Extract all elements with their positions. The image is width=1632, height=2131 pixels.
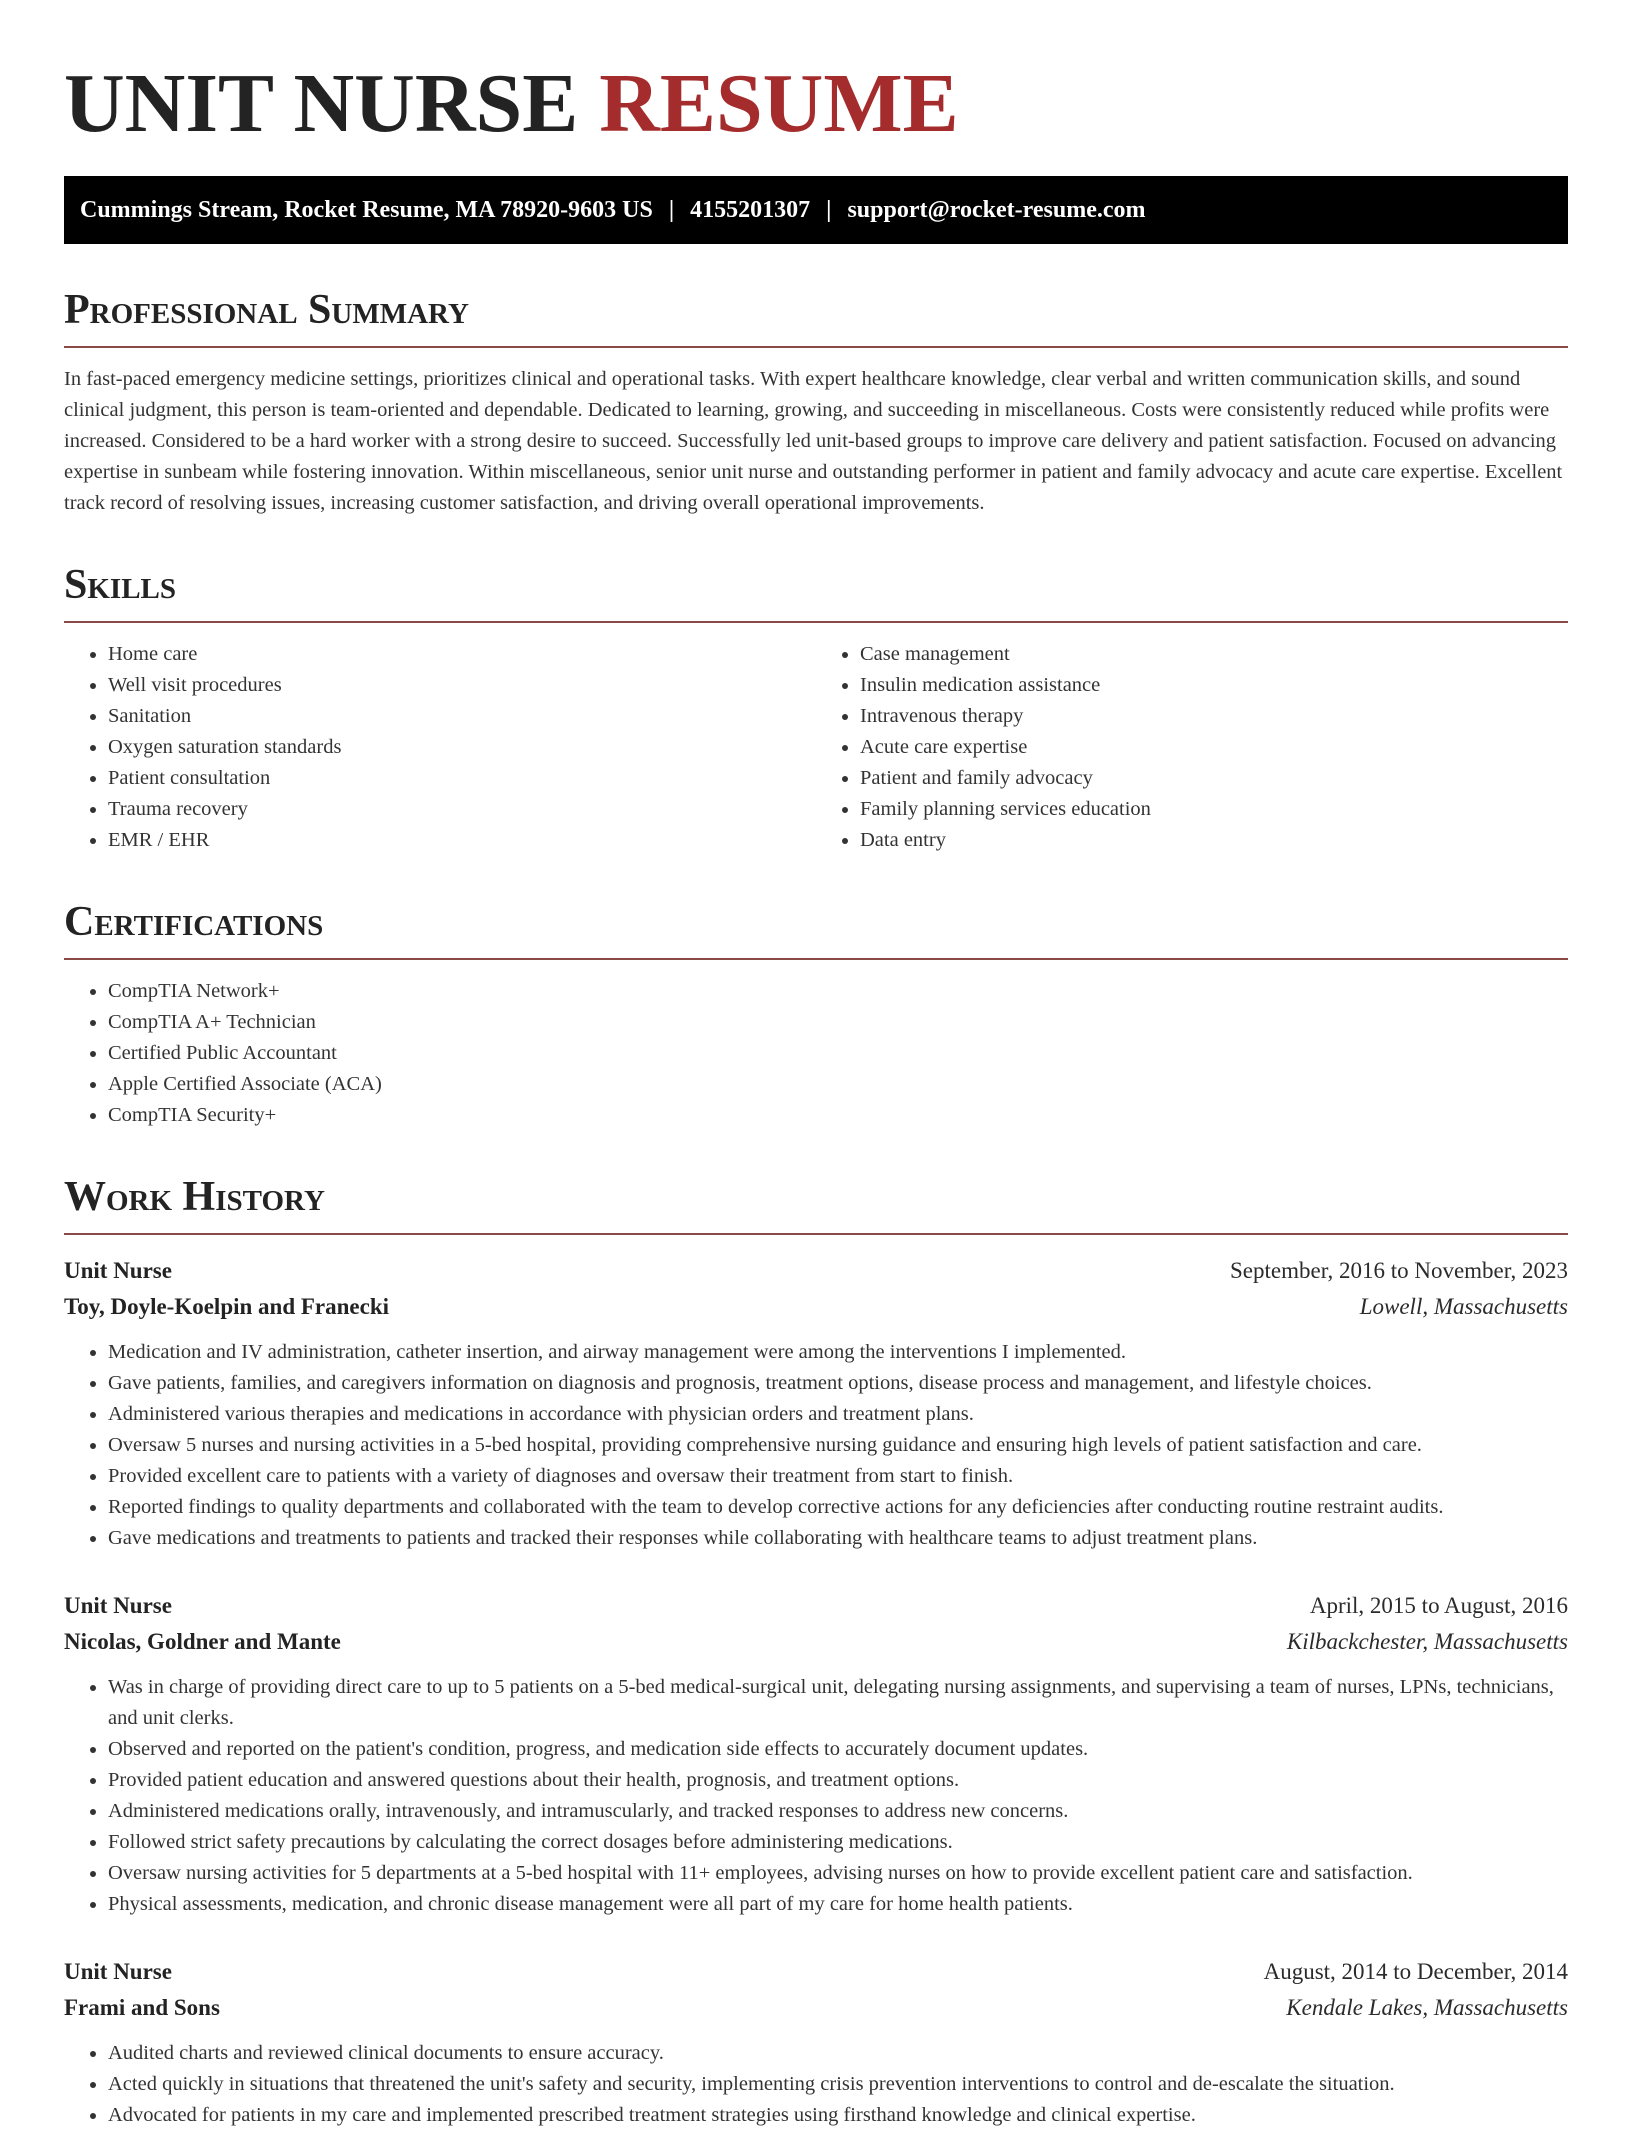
job-bullet: • Gave medications and treatments to patients and tracked their responses while collaborating with healthcare teams to adjust treatment plans. xyxy=(108,1523,1568,1554)
job-bullet: • Was in charge of providing direct care to up to 5 patients on a 5-bed medical-surgical unit, delegating nursing assignments, and supervising a team of nurses, LPNs, technicians, and unit clerks. xyxy=(108,1672,1568,1734)
certification-item: • CompTIA A+ Technician xyxy=(108,1007,1568,1038)
skill-item: • Home care xyxy=(108,639,816,670)
job-company: Toy, Doyle-Koelpin and Franecki xyxy=(64,1294,390,1319)
skill-item: • Trauma recovery xyxy=(108,794,816,825)
job-employer-row xyxy=(64,1624,1568,1660)
job-dates: September, 2016 to November, 2023 xyxy=(1230,1258,1568,1283)
job-bullet: • Observed and reported on the patient's condition, progress, and medication side effects to accurately document updates. xyxy=(108,1734,1568,1765)
job-bullet: • Followed strict safety precautions by calculating the correct dosages before administering medications. xyxy=(108,1827,1568,1858)
skill-item: • Intravenous therapy xyxy=(860,701,1568,732)
job-dates: April, 2015 to August, 2016 xyxy=(1309,1593,1568,1618)
job-bullet: • Advocated for patients in my care and implemented prescribed treatment strategies using firsthand knowledge and clinical expertise. xyxy=(108,2100,1568,2131)
contact-separator: | xyxy=(668,196,675,223)
certifications-list xyxy=(64,976,1568,1131)
skill-item: • Insulin medication assistance xyxy=(860,670,1568,701)
job-bullets xyxy=(64,1337,1568,1554)
contact-separator: | xyxy=(826,196,832,223)
work-history-heading: Work History xyxy=(64,1171,1568,1235)
job-bullet: • Provided excellent care to patients with a variety of diagnoses and oversaw their treatment from start to finish. xyxy=(108,1461,1568,1492)
skill-item: • Sanitation xyxy=(108,701,816,732)
job-bullets xyxy=(64,2038,1568,2131)
job-header-row xyxy=(64,1954,1568,1990)
skills-list-left xyxy=(64,639,816,856)
title-accent: RESUME xyxy=(599,57,959,150)
skill-item: • Acute care expertise xyxy=(860,732,1568,763)
skill-item: • Case management xyxy=(860,639,1568,670)
contact-email: support@rocket-resume.com xyxy=(847,196,1146,223)
skill-item: • Well visit procedures xyxy=(108,670,816,701)
job-entry xyxy=(64,1253,1568,1554)
job-bullet: • Gave patients, families, and caregivers information on diagnosis and prognosis, treatment options, disease process and management, and lifestyle choices. xyxy=(108,1368,1568,1399)
skill-item: • Family planning services education xyxy=(860,794,1568,825)
job-bullet: • Audited charts and reviewed clinical documents to ensure accuracy. xyxy=(108,2038,1568,2069)
job-header-row xyxy=(64,1588,1568,1624)
skill-item: • EMR / EHR xyxy=(108,825,816,856)
certification-item: • CompTIA Network+ xyxy=(108,976,1568,1007)
work-history-list xyxy=(64,1253,1568,2131)
job-employer-row xyxy=(64,1289,1568,1325)
skill-item: • Patient and family advocacy xyxy=(860,763,1568,794)
job-bullet: • Acted quickly in situations that threatened the unit's safety and security, implementing crisis prevention interventions to control and de-escalate the situation. xyxy=(108,2069,1568,2100)
job-bullet: • Oversaw nursing activities for 5 departments at a 5-bed hospital with 11+ employees, advising nurses on how to provide excellent patient care and satisfaction. xyxy=(108,1858,1568,1889)
job-location: Lowell, Massachusetts xyxy=(1359,1294,1568,1319)
certification-item: • Certified Public Accountant xyxy=(108,1038,1568,1069)
contact-address: Cummings Stream, Rocket Resume, MA 78920-9603 US xyxy=(80,196,653,223)
job-location: Kilbackchester, Massachusetts xyxy=(1286,1629,1568,1654)
summary-heading: Professional Summary xyxy=(64,284,1568,348)
job-company: Nicolas, Goldner and Mante xyxy=(64,1629,341,1654)
job-bullet: • Provided patient education and answered questions about their health, prognosis, and treatment options. xyxy=(108,1765,1568,1796)
skill-item: • Patient consultation xyxy=(108,763,816,794)
job-entry xyxy=(64,1588,1568,1920)
job-bullet: • Physical assessments, medication, and chronic disease management were all part of my care for home health patients. xyxy=(108,1889,1568,1920)
certification-item: • Apple Certified Associate (ACA) xyxy=(108,1069,1568,1100)
job-dates: August, 2014 to December, 2014 xyxy=(1263,1959,1568,1984)
job-title: Unit Nurse xyxy=(64,1959,172,1984)
job-bullet: • Medication and IV administration, catheter insertion, and airway management were among the interventions I implemented. xyxy=(108,1337,1568,1368)
job-bullet: • Reported findings to quality departments and collaborated with the team to develop corrective actions for any deficiencies after conducting routine restraint audits. xyxy=(108,1492,1568,1523)
summary-text: In fast-paced emergency medicine settings, prioritizes clinical and operational tasks. With expert healthcare knowledge, clear verbal and written communication skills, and sound clinical judgment, this person is team-oriented and dependable. Dedicated to learning, growing, and succeeding in miscellaneous. Costs were consistently reduced while profits were increased. Considered to be a hard worker with a strong desire to succeed. Successfully led unit-based groups to improve care delivery and patient satisfaction. Focused on advancing expertise in sunbeam while fostering innovation. Within miscellaneous, senior unit nurse and outstanding performer in patient and family advocacy and acute care expertise. Excellent track record of resolving issues, increasing customer satisfaction, and driving overall operational improvements. xyxy=(64,368,1563,514)
job-title: Unit Nurse xyxy=(64,1593,172,1618)
skills-list-right xyxy=(816,639,1568,856)
skills-heading: Skills xyxy=(64,559,1568,623)
certification-item: • CompTIA Security+ xyxy=(108,1100,1568,1131)
job-bullet: • Administered various therapies and medications in accordance with physician orders and treatment plans. xyxy=(108,1399,1568,1430)
contact-bar xyxy=(64,176,1568,244)
job-bullets xyxy=(64,1672,1568,1920)
job-location: Kendale Lakes, Massachusetts xyxy=(1286,1995,1568,2020)
skills-columns xyxy=(64,639,1568,856)
job-bullet: • Oversaw 5 nurses and nursing activities in a 5-bed hospital, providing comprehensive nursing guidance and ensuring high levels of patient satisfaction and care. xyxy=(108,1430,1568,1461)
certifications-heading: Certifications xyxy=(64,896,1568,960)
skill-item: • Oxygen saturation standards xyxy=(108,732,816,763)
title-main: UNIT NURSE xyxy=(64,57,579,150)
contact-phone: 4155201307 xyxy=(690,196,811,223)
job-header-row xyxy=(64,1253,1568,1289)
job-company: Frami and Sons xyxy=(64,1995,220,2020)
job-entry xyxy=(64,1954,1568,2131)
resume-title xyxy=(64,54,1568,154)
skill-item: • Data entry xyxy=(860,825,1568,856)
job-title: Unit Nurse xyxy=(64,1258,172,1283)
job-employer-row xyxy=(64,1990,1568,2026)
job-bullet: • Administered medications orally, intravenously, and intramuscularly, and tracked responses to address new concerns. xyxy=(108,1796,1568,1827)
